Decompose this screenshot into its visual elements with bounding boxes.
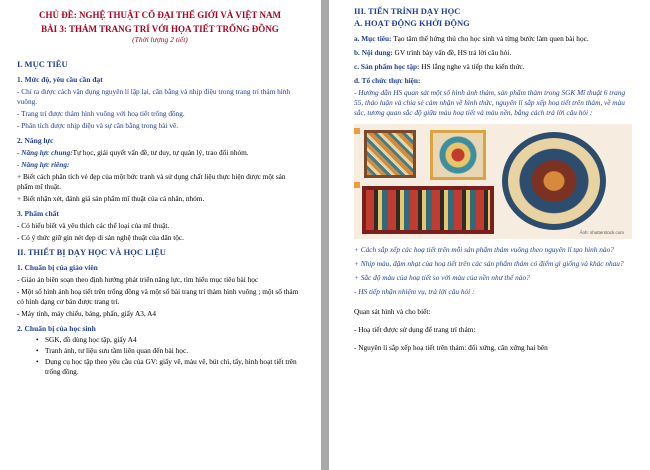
general-competence [17,148,303,158]
content-text: GV trình bày vấn đề, HS trả lời câu hỏi. [392,48,512,57]
product-label: c. Sản phẩm học tập: [354,62,420,71]
subsection-2-1: 1. Chuẩn bị của giáo viên [17,263,98,272]
list-item: • Tranh ảnh, tư liệu sưu tầm liên quan đến bài học. [17,346,303,356]
image-marker [354,128,360,134]
specific-competence-label: - Năng lực riêng: [17,160,70,169]
product-line [354,62,634,72]
content-line [354,48,634,58]
instruction-paragraph: - Hướng dẫn HS quan sát một số hình ảnh thảm, sản phẩm thảm trong SGK Mĩ thuật 6 trang 55, thảo luận và chia sẻ cảm nhận về hình thức, nguyên lí sắp xếp hoạ tiết trên thảm, về màu sắc, tương quan sắc độ giữa màu hoạ tiết và màu nền, bằng cách trả lời câu hỏi : [354,88,626,117]
oval-carpet [502,132,606,230]
question: + Nhịp màu, đậm nhạt của hoạ tiết trên các sản phẩm thảm có điểm gì giống và khác nhau? [354,259,624,268]
watermark: Ảnh: shutterstock.com [579,230,624,235]
activity-a-heading: A. HOẠT ĐỘNG KHỞI ĐỘNG [354,18,470,28]
text-line: - Có ý thức giữ gìn nét đẹp di sản nghệ thuật của dân tộc. [17,233,184,242]
duration: (Thời lượng 2 tiết) [132,35,188,44]
question: - HS tiếp nhận nhiệm vụ, trả lời câu hỏi : [354,287,475,296]
list-item: • Dụng cụ học tập theo yêu cầu của GV: giấy vẽ, màu vẽ, bút chì, tẩy, hình hoạt tiết trên trống đồng. [17,357,303,377]
text-line: + Biết nhận xét, đánh giá sản phẩm mĩ thuật của cá nhân, nhóm. [17,194,205,203]
text-line: - Phân tích được nhịp điệu và sự cân bằng trong bài vẽ. [17,121,179,130]
text-line: - Chỉ ra được cách vận dụng nguyên lí lặp lại, cân bằng và nhịp điệu trong trang trí thảm hình vuông. [17,87,291,106]
subsection-1-1: 1. Mức độ, yêu cầu cần đạt [17,75,103,84]
section-1-heading: I. MỤC TIÊU [17,59,68,69]
content-label: b. Nội dung: [354,48,393,57]
question: + Cách sắp xếp các hoạ tiết trên mỗi sản phẩm thảm vuông theo nguyên lí tạo hình nào? [354,245,614,254]
right-page [329,0,650,470]
subsection-1-3: 3. Phẩm chất [17,209,59,218]
organization-label: d. Tổ chức thực hiện: [354,76,421,85]
section-3-heading: III. TIẾN TRÌNH DẠY HỌC [354,6,461,16]
lesson-title: BÀI 3: THẢM TRANG TRÍ VỚI HỌA TIẾT TRỐNG ĐỒNG [41,24,279,34]
objective-line [354,34,634,44]
rectangular-carpet [362,186,494,234]
text-line: - Hoạ tiết được sử dụng để trang trí thảm: [354,325,476,334]
general-competence-label: - Năng lực chung: [17,148,73,157]
objective-text: Tạo tâm thế hứng thú cho học sinh và từng bước làm quen bài học. [391,34,589,43]
subsection-1-2: 2. Năng lực [17,136,54,145]
left-page [0,0,321,470]
text-line: - Có hiểu biết và yêu thích các thể loại của mĩ thuật. [17,221,170,230]
subsection-2-2: 2. Chuẩn bị của học sinh [17,324,96,333]
square-carpet-2 [430,130,486,180]
text-line: - Trang trí được thảm hình vuông với hoạ tiết trống đồng. [17,109,185,118]
text-line: - Giáo án biên soạn theo định hướng phát triển năng lực, tìm hiểu mục tiêu bài học [17,275,259,284]
section-2-heading: II. THIẾT BỊ DẠY HỌC VÀ HỌC LIỆU [17,247,166,257]
product-text: HS lắng nghe và tiếp thu kiến thức. [419,62,525,71]
text-line: - Máy tính, máy chiếu, bảng, phấn, giấy A3, A4 [17,309,157,318]
objective-label: a. Mục tiêu: [354,34,392,43]
text-line: Quan sát hình và cho biết: [354,307,431,316]
image-marker [354,182,360,188]
carpet-images [354,124,632,239]
text-line: - Một số hình ảnh hoạ tiết trên trống đồng và một số bài trang trí thảm hình vuông ; một số thảm có hình dạng cơ bản được trang trí. [17,287,299,306]
general-competence-text: Tự học, giải quyết vấn đề, tư duy, tự quản lý, trao đổi nhóm. [72,148,249,157]
topic-title: CHỦ ĐỀ: NGHỆ THUẬT CỔ ĐẠI THẾ GIỚI VÀ VIỆT NAM [38,10,282,20]
text-line: - Nguyên lí sắp xếp hoạ tiết trên thảm: đối xứng, cân xứng hai bên [354,343,548,352]
question: + Sắc độ màu của hoạ tiết so với màu của nền như thế nào? [354,273,530,282]
list-item: • SGK, đồ dùng học tập, giấy A4 [17,335,303,345]
square-carpet-1 [364,130,416,178]
text-line: + Biết cách phân tích vẻ đẹp của một bức tranh và sử dụng chất liệu thực hiện được một sản phẩm mĩ thuật. [17,172,286,191]
